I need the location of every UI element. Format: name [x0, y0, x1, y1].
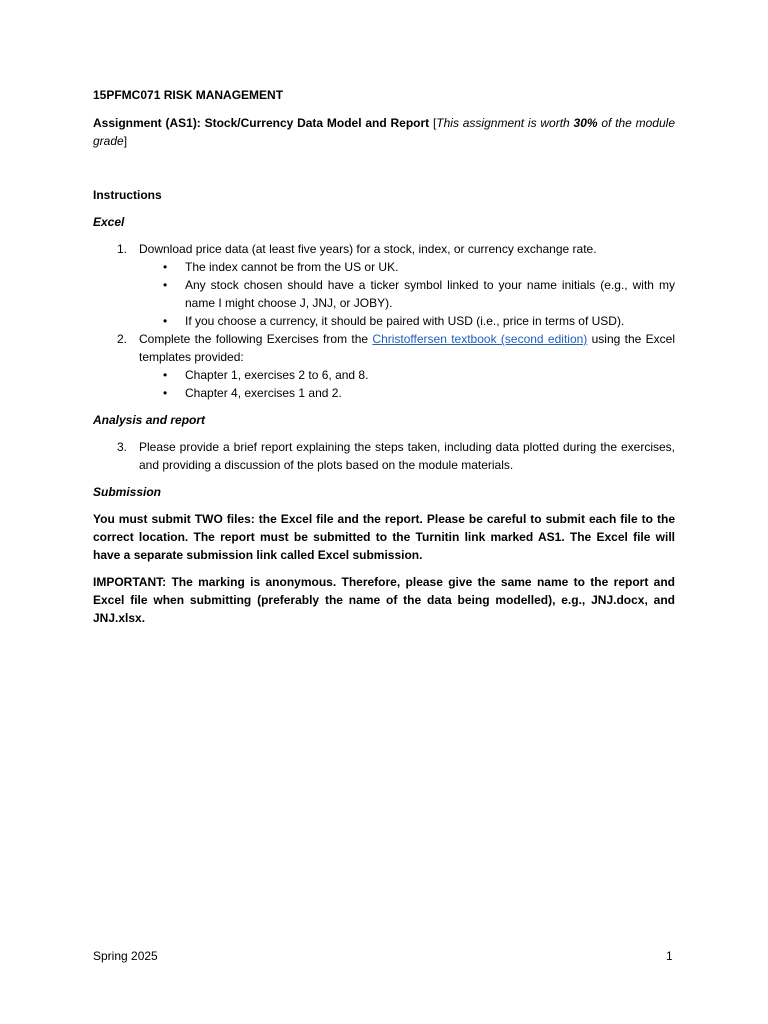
list-number-3: 3. — [117, 440, 128, 454]
bullet-icon: • — [163, 278, 168, 292]
submission-paragraph: You must submit TWO files: the Excel file and the report. Please be careful to submit each file to the correct location. The report must be submitted to the Turnitin link marked AS1. The Excel file will have a separate submission link called Excel submission. — [93, 512, 675, 562]
excel-heading: Excel — [93, 215, 125, 229]
assignment-title: Assignment (AS1): Stock/Currency Data Model and Report — [93, 116, 430, 130]
assignment-weight-text-2: of the module grade — [93, 116, 675, 148]
footer-term: Spring 2025 — [93, 949, 158, 963]
submission-heading: Submission — [93, 485, 162, 499]
list-item-1 — [93, 240, 675, 330]
bullet-icon: • — [163, 368, 168, 382]
bullet-item — [139, 312, 675, 330]
item-2-bullets — [139, 366, 675, 402]
important-paragraph: IMPORTANT: The marking is anonymous. Therefore, please give the same name to the report and Excel file when submitting (preferably the name of the data being modelled), e.g., JNJ.docx, and JNJ.xlsx. — [93, 575, 675, 625]
instructions-heading: Instructions — [93, 188, 162, 202]
bullet-icon: • — [163, 260, 168, 274]
list-item-2 — [93, 330, 675, 402]
footer-page-number: 1 — [666, 949, 673, 963]
list-number-2: 2. — [117, 332, 128, 346]
analysis-heading: Analysis and report — [93, 413, 206, 427]
bullet-item — [139, 258, 675, 276]
list-item-3 — [93, 438, 675, 474]
excel-instructions-list — [93, 240, 675, 402]
bullet-item — [139, 366, 675, 384]
bullet-icon: • — [163, 314, 168, 328]
assignment-weight-percent: 30% — [573, 116, 598, 130]
list-item-3-text: Please provide a brief report explaining the steps taken, including data plotted during the exercises, and providing a discussion of the plots based on the module materials. — [139, 440, 675, 472]
course-title: 15PFMC071 RISK MANAGEMENT — [93, 88, 284, 102]
christoffersen-textbook-link[interactable]: Christoffersen textbook (second edition) — [372, 332, 588, 346]
bullet-text: If you choose a currency, it should be paired with USD (i.e., price in terms of USD). — [185, 314, 625, 328]
bullet-item — [139, 384, 675, 402]
list-item-1-text: Download price data (at least five years) for a stock, index, or currency exchange rate. — [139, 242, 597, 256]
assignment-weight-text-1: This assignment is worth — [436, 116, 574, 130]
bullet-text: The index cannot be from the US or UK. — [185, 260, 399, 274]
bullet-item — [139, 276, 675, 312]
list-number-1: 1. — [117, 242, 128, 256]
assignment-line — [93, 114, 675, 150]
bullet-text: Chapter 4, exercises 1 and 2. — [185, 386, 342, 400]
list-item-2-text-before: Complete the following Exercises from the — [139, 332, 373, 346]
analysis-list — [93, 438, 675, 474]
bullet-icon: • — [163, 386, 168, 400]
assignment-bracket-open: [ — [429, 116, 437, 130]
bullet-text: Any stock chosen should have a ticker symbol linked to your name initials (e.g., with my name I might choose J, JNJ, or JOBY). — [185, 278, 675, 310]
assignment-bracket-close: ] — [123, 134, 128, 148]
list-item-2-text-after: using the Excel templates provided: — [139, 332, 675, 364]
document-page — [93, 86, 675, 636]
item-1-bullets — [139, 258, 675, 330]
bullet-text: Chapter 1, exercises 2 to 6, and 8. — [185, 368, 369, 382]
